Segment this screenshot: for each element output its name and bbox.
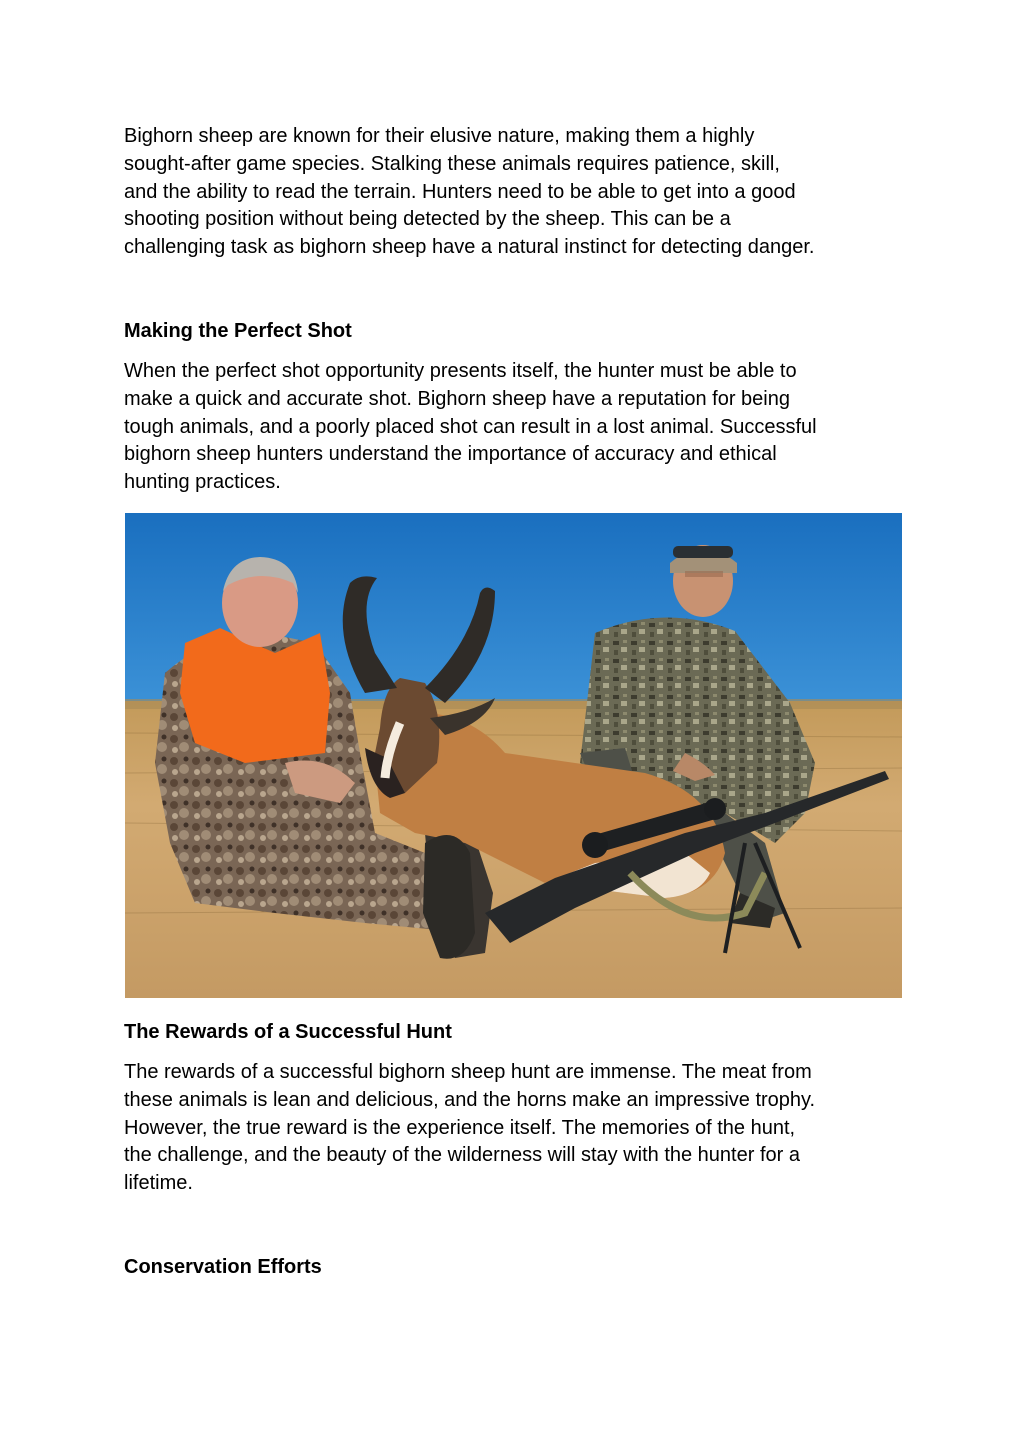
text-line: shooting position without being detected by the sheep. This can be a	[124, 208, 731, 231]
text-line: challenging task as bighorn sheep have a natural instinct for detecting danger.	[124, 236, 815, 259]
shot-paragraph	[124, 358, 914, 497]
text-line: tough animals, and a poorly placed shot can result in a lost animal. Successful	[124, 415, 817, 438]
text-line: Bighorn sheep are known for their elusive nature, making them a highly	[124, 125, 755, 147]
text-line: The rewards of a successful bighorn sheep hunt are immense. The meat from	[124, 1061, 812, 1083]
hunting-photo	[125, 513, 902, 998]
text-line: the challenge, and the beauty of the wilderness will stay with the hunter for a	[124, 1144, 800, 1167]
hunting-photo-illustration	[125, 513, 902, 998]
text-line: make a quick and accurate shot. Bighorn sheep have a reputation for being	[124, 387, 790, 410]
text-line: However, the true reward is the experience itself. The memories of the hunt,	[124, 1116, 796, 1139]
text-line: sought-after game species. Stalking these animals requires patience, skill,	[124, 152, 780, 175]
text-line: lifetime.	[124, 1172, 193, 1195]
text-line: When the perfect shot opportunity presents itself, the hunter must be able to	[124, 360, 797, 382]
text-line: these animals is lean and delicious, and the horns make an impressive trophy.	[124, 1088, 816, 1111]
heading-conservation-efforts: Conservation Efforts	[124, 1256, 322, 1278]
rewards-paragraph	[124, 1059, 914, 1198]
text-line: hunting practices.	[124, 471, 281, 494]
text-line: and the ability to read the terrain. Hunters need to be able to get into a good	[124, 180, 796, 203]
heading-rewards-of-a-successful-hunt: The Rewards of a Successful Hunt	[124, 1021, 452, 1043]
intro-paragraph	[124, 123, 914, 262]
heading-making-the-perfect-shot: Making the Perfect Shot	[124, 320, 352, 342]
text-line: bighorn sheep hunters understand the importance of accuracy and ethical	[124, 443, 777, 466]
